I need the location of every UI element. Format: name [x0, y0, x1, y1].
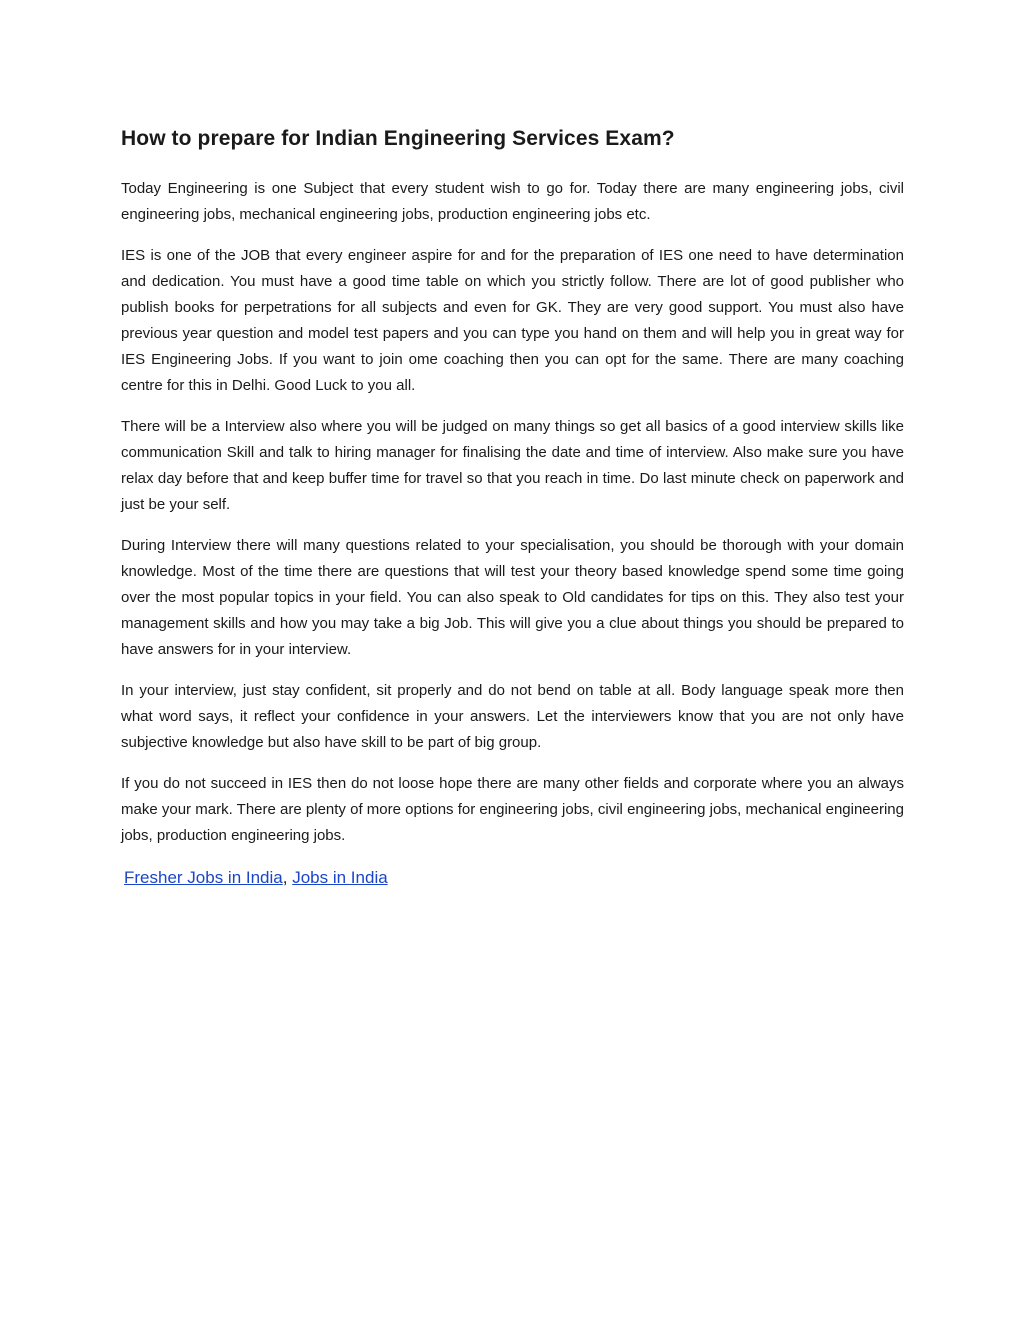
document-title: How to prepare for Indian Engineering Services Exam?	[121, 127, 675, 150]
link-separator: ,	[282, 868, 288, 887]
document-page	[121, 124, 904, 891]
fresher-jobs-link[interactable]: Fresher Jobs in India	[124, 868, 283, 887]
paragraph-intro: Today Engineering is one Subject that every student wish to go for. Today there are many engineering jobs, civil engineering jobs, mechanical engineering jobs, production engineering jobs etc.	[121, 180, 904, 223]
paragraph-confidence: In your interview, just stay confident, sit properly and do not bend on table at all. Body language speak more then what word says, it reflect your confidence in your answers. Let the interviewers know that you are not only have subjective knowledge but also have skill to be part of big group.	[121, 682, 904, 751]
paragraph-other-options: If you do not succeed in IES then do not loose hope there are many other fields and corporate where you an always make your mark. There are plenty of more options for engineering jobs, civil engineering jobs, mechanical engineering jobs, production engineering jobs.	[121, 775, 904, 844]
related-links	[124, 865, 904, 891]
jobs-in-india-link[interactable]: Jobs in India	[292, 868, 388, 887]
paragraph-interview: There will be a Interview also where you will be judged on many things so get all basics of a good interview skills like communication Skill and talk to hiring manager for finalising the date and time of interview. Also make sure you have relax day before that and keep buffer time for travel so that you reach in time. Do last minute check on paperwork and just be your self.	[121, 418, 904, 513]
paragraph-preparation: IES is one of the JOB that every engineer aspire for and for the preparation of IES one need to have determination and dedication. You must have a good time table on which you strictly follow. There are lot of good publisher who publish books for perpetrations for all subjects and even for GK. They are very good support. You must also have previous year question and model test papers and you can type you hand on them and will help you in great way for IES Engineering Jobs. If you want to join ome coaching then you can opt for the same. There are many coaching centre for this in Delhi. Good Luck to you all.	[121, 247, 904, 394]
paragraph-specialisation: During Interview there will many questions related to your specialisation, you should be thorough with your domain knowledge. Most of the time there are questions that will test your theory based knowledge spend some time going over the most popular topics in your field. You can also speak to Old candidates for tips on this. They also test your management skills and how you may take a big Job. This will give you a clue about things you should be prepared to have answers for in your interview.	[121, 537, 904, 658]
